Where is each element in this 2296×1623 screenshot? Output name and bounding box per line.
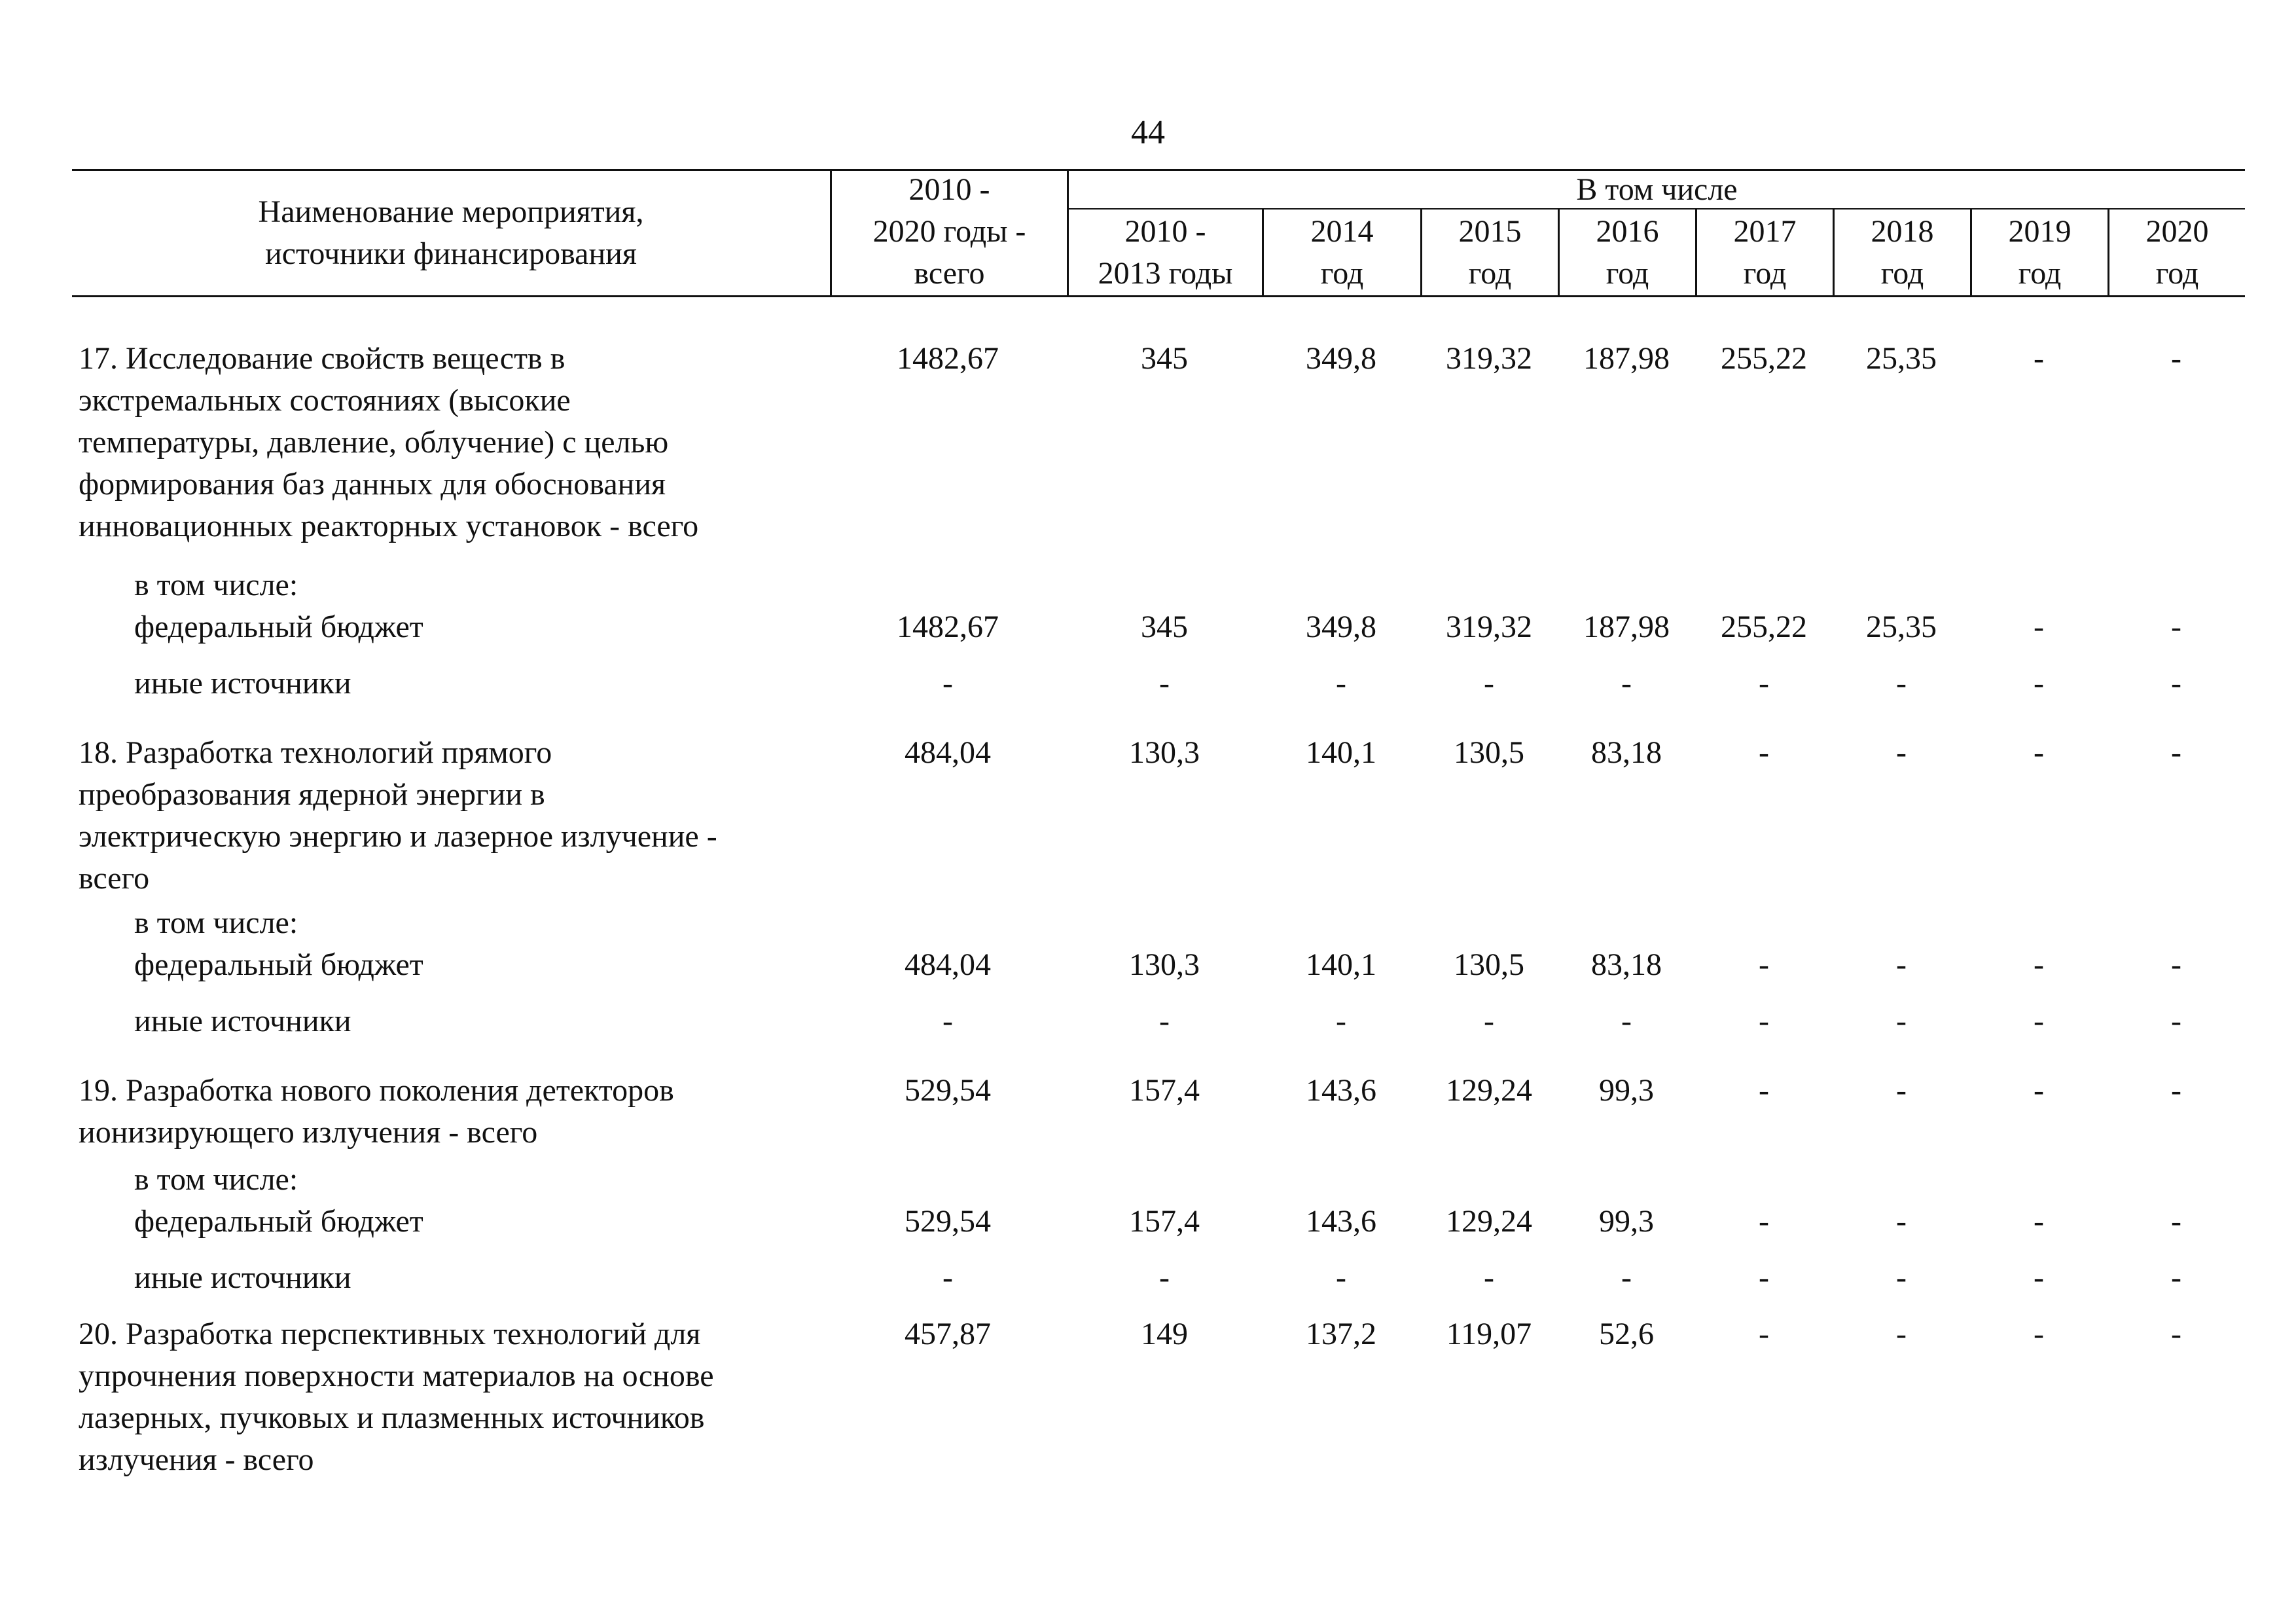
table-cell: - xyxy=(1896,666,1907,701)
header-year-column: 2018 год xyxy=(1871,214,1934,291)
row-activity-name: 17. Исследование свойств веществ в экстремальных состояниях (высокие температуры, давление, облучение) с целью формирования баз данных для обоснования инновационных реакторных установок - всего xyxy=(79,341,699,543)
table-cell: - xyxy=(1759,735,1769,770)
table-cell: 345 xyxy=(1141,341,1188,376)
row-source-label: в том числе: xyxy=(134,568,298,602)
table-cell: - xyxy=(1336,1004,1346,1038)
table-cell: - xyxy=(1484,1004,1494,1038)
table-cell: - xyxy=(1896,947,1907,982)
table-cell: - xyxy=(1896,1260,1907,1295)
row-source-label: федеральный бюджет xyxy=(134,610,423,644)
table-cell: 349,8 xyxy=(1306,341,1376,376)
table-cell: - xyxy=(2034,666,2044,701)
table-cell: 484,04 xyxy=(905,947,991,982)
header-total-column: 2010 - 2020 годы - всего xyxy=(872,172,1026,291)
row-source-label: иные источники xyxy=(134,666,351,701)
table-cell: - xyxy=(2171,735,2181,770)
table-cell: 149 xyxy=(1141,1317,1188,1351)
table-cell: - xyxy=(2171,666,2181,701)
table-cell: - xyxy=(1336,1260,1346,1295)
table-cell: 457,87 xyxy=(905,1317,991,1351)
table-cell: - xyxy=(2034,1260,2044,1295)
table-cell: - xyxy=(2034,735,2044,770)
table-cell: 130,5 xyxy=(1454,735,1524,770)
table-cell: - xyxy=(1159,666,1170,701)
table-cell: - xyxy=(2171,610,2181,644)
table-cell: 143,6 xyxy=(1306,1073,1376,1108)
table-cell: - xyxy=(2034,1317,2044,1351)
table-cell: 157,4 xyxy=(1129,1073,1200,1108)
header-name-column: Наименование мероприятия, источники финансирования xyxy=(258,194,644,271)
table-cell: 129,24 xyxy=(1446,1204,1532,1239)
table-cell: - xyxy=(2171,1317,2181,1351)
row-activity-name: 20. Разработка перспективных технологий для упрочнения поверхности материалов на основе лазерных, пучковых и плазменных источников излучения - всего xyxy=(79,1317,714,1477)
table-cell: - xyxy=(942,666,953,701)
table-cell: 187,98 xyxy=(1583,610,1670,644)
header-bottom-rule xyxy=(72,295,2245,297)
table-cell: 349,8 xyxy=(1306,610,1376,644)
table-cell: - xyxy=(1621,1004,1632,1038)
table-cell: - xyxy=(2034,610,2044,644)
table-cell: 137,2 xyxy=(1306,1317,1376,1351)
table-cell: - xyxy=(1621,666,1632,701)
table-cell: - xyxy=(2171,1260,2181,1295)
table-cell: 83,18 xyxy=(1591,735,1662,770)
table-cell: 130,3 xyxy=(1129,735,1200,770)
table-cell: - xyxy=(2034,341,2044,376)
table-cell: - xyxy=(2171,1073,2181,1108)
page-number: 44 xyxy=(1131,114,1165,151)
table-cell: - xyxy=(2034,1204,2044,1239)
table-cell: - xyxy=(1759,1204,1769,1239)
row-activity-name: 18. Разработка технологий прямого преобразования ядерной энергии в электрическую энергию и лазерное излучение - всего xyxy=(79,735,717,896)
table-cell: 129,24 xyxy=(1446,1073,1532,1108)
header-year-column: 2017 год xyxy=(1733,214,1797,291)
row-source-label: в том числе: xyxy=(134,905,298,940)
table-cell: 140,1 xyxy=(1306,735,1376,770)
table-cell: - xyxy=(1896,735,1907,770)
table-cell: - xyxy=(2034,1073,2044,1108)
table-cell: 25,35 xyxy=(1866,610,1937,644)
header-year-column: 2010 - 2013 годы xyxy=(1098,214,1233,291)
table-cell: 1482,67 xyxy=(897,341,999,376)
table-cell: 143,6 xyxy=(1306,1204,1376,1239)
row-source-label: иные источники xyxy=(134,1004,351,1038)
table-cell: - xyxy=(1621,1260,1632,1295)
table-cell: 99,3 xyxy=(1599,1073,1654,1108)
table-cell: - xyxy=(1159,1260,1170,1295)
table-cell: - xyxy=(1759,1004,1769,1038)
table-cell: 140,1 xyxy=(1306,947,1376,982)
table-cell: 319,32 xyxy=(1446,341,1532,376)
header-group-title: В том числе xyxy=(1576,172,1738,207)
table-cell: - xyxy=(2171,1204,2181,1239)
table-cell: 529,54 xyxy=(905,1073,991,1108)
table-cell: - xyxy=(2034,947,2044,982)
table-cell: - xyxy=(1759,1260,1769,1295)
row-source-label: федеральный бюджет xyxy=(134,947,423,982)
table-cell: - xyxy=(942,1004,953,1038)
table-cell: 83,18 xyxy=(1591,947,1662,982)
table-cell: - xyxy=(2034,1004,2044,1038)
table-cell: - xyxy=(1759,1317,1769,1351)
table-cell: - xyxy=(2171,947,2181,982)
header-year-column: 2015 год xyxy=(1458,214,1522,291)
table-cell: 187,98 xyxy=(1583,341,1670,376)
table-cell: 529,54 xyxy=(905,1204,991,1239)
table-cell: 25,35 xyxy=(1866,341,1937,376)
table-cell: 255,22 xyxy=(1721,341,1807,376)
table-cell: 1482,67 xyxy=(897,610,999,644)
table-cell: 319,32 xyxy=(1446,610,1532,644)
table-cell: 345 xyxy=(1141,610,1188,644)
table-cell: 99,3 xyxy=(1599,1204,1654,1239)
table-cell: 119,07 xyxy=(1446,1317,1532,1351)
table-cell: - xyxy=(1484,1260,1494,1295)
table-cell: - xyxy=(1759,947,1769,982)
table-cell: 130,3 xyxy=(1129,947,1200,982)
table-cell: - xyxy=(1759,1073,1769,1108)
table-cell: - xyxy=(1336,666,1346,701)
table-cell: - xyxy=(1896,1317,1907,1351)
table-cell: 484,04 xyxy=(905,735,991,770)
header-year-column: 2016 год xyxy=(1596,214,1659,291)
table-cell: - xyxy=(1896,1073,1907,1108)
row-activity-name: 19. Разработка нового поколения детекторов ионизирующего излучения - всего xyxy=(79,1073,674,1150)
table-cell: - xyxy=(1896,1204,1907,1239)
header-year-column: 2020 год xyxy=(2145,214,2209,291)
table-cell: - xyxy=(2171,341,2181,376)
table-cell: - xyxy=(2171,1004,2181,1038)
table-cell: - xyxy=(1159,1004,1170,1038)
table-cell: 157,4 xyxy=(1129,1204,1200,1239)
row-source-label: в том числе: xyxy=(134,1162,298,1197)
row-source-label: иные источники xyxy=(134,1260,351,1295)
table-cell: 130,5 xyxy=(1454,947,1524,982)
table-cell: - xyxy=(1484,666,1494,701)
table-cell: - xyxy=(1896,1004,1907,1038)
table-cell: - xyxy=(1759,666,1769,701)
table-cell: - xyxy=(942,1260,953,1295)
header-year-column: 2014 год xyxy=(1310,214,1374,291)
row-source-label: федеральный бюджет xyxy=(134,1204,423,1239)
header-year-column: 2019 год xyxy=(2008,214,2072,291)
table-cell: 255,22 xyxy=(1721,610,1807,644)
table-cell: 52,6 xyxy=(1599,1317,1654,1351)
